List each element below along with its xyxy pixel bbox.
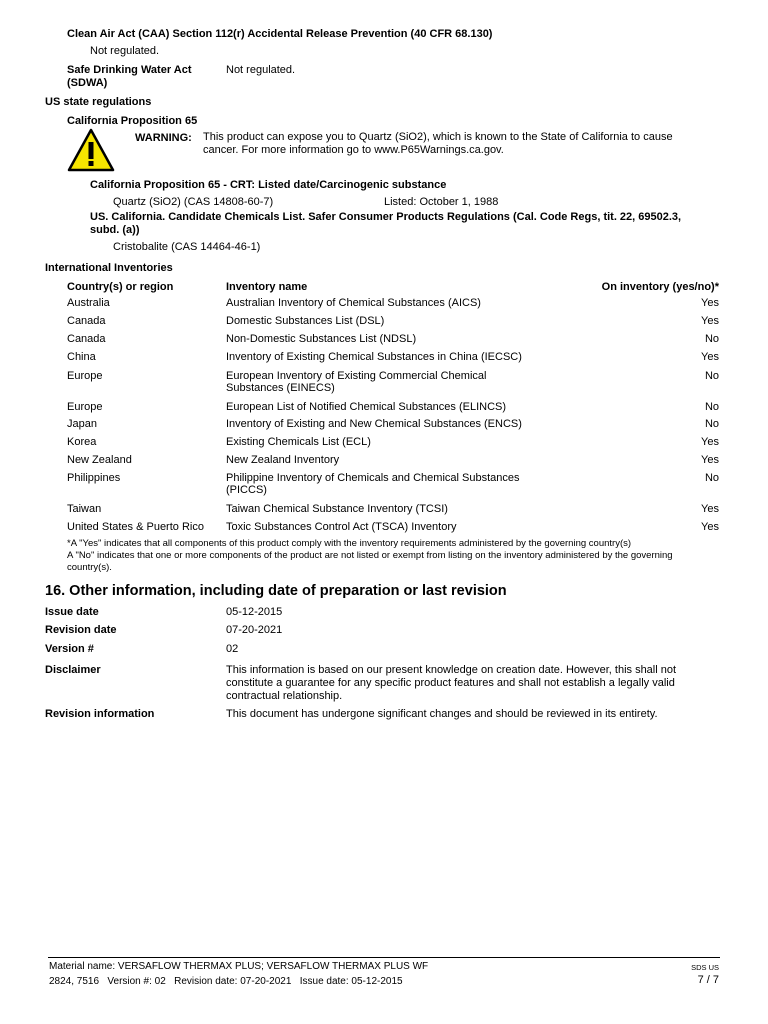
row-inventory-name: Existing Chemicals List (ECL) (226, 436, 371, 448)
row-on-inventory: Yes (701, 436, 719, 448)
row-country: New Zealand (67, 454, 132, 466)
row-inventory-name: Toxic Substances Control Act (TSCA) Inventory (226, 521, 457, 533)
row-inventory-name-line2: (PICCS) (226, 484, 267, 496)
table-row (67, 521, 719, 537)
section16-title: 16. Other information, including date of preparation or last revision (45, 583, 507, 599)
footer-sds-tag: SDS US (691, 963, 719, 972)
crt-substance: Quartz (SiO2) (CAS 14808-60-7) (113, 196, 274, 208)
warning-text-line2: cancer. For more information go to www.P65Warnings.ca.gov. (203, 144, 504, 156)
candidate-heading-line1: US. California. Candidate Chemicals List. Safer Consumer Products Regulations (Cal. Code Regs, tit. 22, 69502.3, (90, 211, 682, 223)
note-no-line1: A "No" indicates that one or more components of the product are not listed or exempt from listing on the inventory administered by the governing (67, 550, 673, 561)
row-country: United States & Puerto Rico (67, 521, 204, 533)
col-name-header: Inventory name (226, 281, 308, 293)
row-on-inventory: Yes (701, 315, 719, 327)
table-row (67, 315, 719, 331)
disclaimer-line1: This information is based on our present knowledge on creation date. However, this shall not (226, 664, 677, 676)
row-on-inventory: No (704, 401, 719, 413)
row-on-inventory: No (704, 418, 719, 430)
prop65-heading: California Proposition 65 (67, 115, 198, 127)
warning-text-line1: This product can expose you to Quartz (SiO2), which is known to the State of California to cause (203, 131, 673, 143)
warning-text (203, 131, 673, 157)
row-on-inventory: No (704, 333, 719, 345)
row-on-inventory: Yes (701, 297, 719, 309)
crt-listed-date: Listed: October 1, 1988 (384, 196, 499, 208)
row-inventory-name (226, 472, 546, 496)
revision-date-value: 07-20-2021 (226, 624, 283, 636)
footer-divider (48, 957, 720, 958)
candidate-heading-line2: subd. (a)) (90, 224, 140, 236)
footer-material-name: Material name: VERSAFLOW THERMAX PLUS; VERSAFLOW THERMAX PLUS WF (49, 961, 429, 972)
row-country: China (67, 351, 96, 363)
disclaimer-text (226, 664, 706, 703)
table-row (67, 351, 719, 367)
row-inventory-name: Inventory of Existing Chemical Substances in China (IECSC) (226, 351, 522, 363)
version-value: 02 (226, 643, 239, 655)
issue-date-label: Issue date (45, 606, 99, 618)
version-label: Version # (45, 643, 94, 655)
warning-label: WARNING: (135, 132, 192, 144)
row-country: Philippines (67, 472, 121, 484)
revision-date-label: Revision date (45, 624, 117, 636)
candidate-substance: Cristobalite (CAS 14464-46-1) (113, 241, 261, 253)
col-on-header: On inventory (yes/no)* (601, 281, 719, 293)
note-yes: *A "Yes" indicates that all components of this product comply with the inventory requirements administered by the governing country(s) (67, 538, 632, 549)
row-inventory-name: Domestic Substances List (DSL) (226, 315, 385, 327)
sdwa-value: Not regulated. (226, 64, 296, 76)
inventory-table-header (67, 281, 719, 297)
table-row (67, 503, 719, 519)
row-inventory-name: Non-Domestic Substances List (NDSL) (226, 333, 417, 345)
row-country: Japan (67, 418, 97, 430)
revision-info-value: This document has undergone significant changes and should be reviewed in its entirety. (226, 708, 658, 720)
row-inventory-name-line1: European Inventory of Existing Commercial Chemical (226, 370, 487, 382)
row-country: Europe (67, 370, 103, 382)
row-on-inventory: Yes (701, 351, 719, 363)
table-row (67, 472, 719, 498)
caa-heading: Clean Air Act (CAA) Section 112(r) Accidental Release Prevention (40 CFR 68.130) (67, 28, 493, 40)
sdwa-label-line2: (SDWA) (67, 77, 108, 89)
row-on-inventory: Yes (701, 503, 719, 515)
candidate-heading (90, 211, 681, 237)
table-row (67, 436, 719, 452)
row-inventory-name (226, 370, 546, 394)
revision-info-label: Revision information (45, 708, 155, 720)
col-country-header: Country(s) or region (67, 281, 174, 293)
row-country: Taiwan (67, 503, 102, 515)
caa-value: Not regulated. (90, 45, 160, 57)
disclaimer-line3: contractual relationship. (226, 690, 343, 702)
table-row (67, 333, 719, 349)
inventories-heading: International Inventories (45, 262, 173, 274)
row-inventory-name: Australian Inventory of Chemical Substances (AICS) (226, 297, 481, 309)
row-country: Canada (67, 315, 106, 327)
row-country: Korea (67, 436, 97, 448)
row-inventory-name-line2: Substances (EINECS) (226, 382, 335, 394)
footer-page-number: 7 / 7 (697, 974, 719, 986)
row-inventory-name: New Zealand Inventory (226, 454, 340, 466)
row-on-inventory: Yes (701, 454, 719, 466)
table-row (67, 418, 719, 434)
row-inventory-name: European List of Notified Chemical Substances (ELINCS) (226, 401, 507, 413)
state-regs-heading: US state regulations (45, 96, 152, 108)
row-inventory-name: Inventory of Existing and New Chemical Substances (ENCS) (226, 418, 522, 430)
row-country: Europe (67, 401, 103, 413)
inventory-notes (67, 538, 727, 574)
table-row (67, 370, 719, 396)
warning-triangle-icon (67, 128, 115, 172)
table-row (67, 454, 719, 470)
disclaimer-label: Disclaimer (45, 664, 101, 676)
table-row (67, 297, 719, 313)
row-on-inventory: No (704, 370, 719, 382)
disclaimer-line2: constitute a guarantee for any specific product features and shall not establish a legally valid (226, 677, 675, 689)
row-country: Australia (67, 297, 110, 309)
row-inventory-name: Taiwan Chemical Substance Inventory (TCSI) (226, 503, 448, 515)
sdwa-label-line1: Safe Drinking Water Act (67, 64, 192, 76)
issue-date-value: 05-12-2015 (226, 606, 283, 618)
note-no-line2: country(s). (67, 562, 112, 573)
footer-document-meta: 2824, 7516 Version #: 02 Revision date: 07-20-2021 Issue date: 05-12-2015 (49, 976, 403, 987)
sdwa-label (67, 64, 192, 90)
table-row (67, 401, 719, 417)
row-on-inventory: Yes (701, 521, 719, 533)
row-on-inventory: No (704, 472, 719, 484)
row-inventory-name-line1: Philippine Inventory of Chemicals and Chemical Substances (226, 472, 520, 484)
crt-heading: California Proposition 65 - CRT: Listed date/Carcinogenic substance (90, 179, 447, 191)
row-country: Canada (67, 333, 106, 345)
